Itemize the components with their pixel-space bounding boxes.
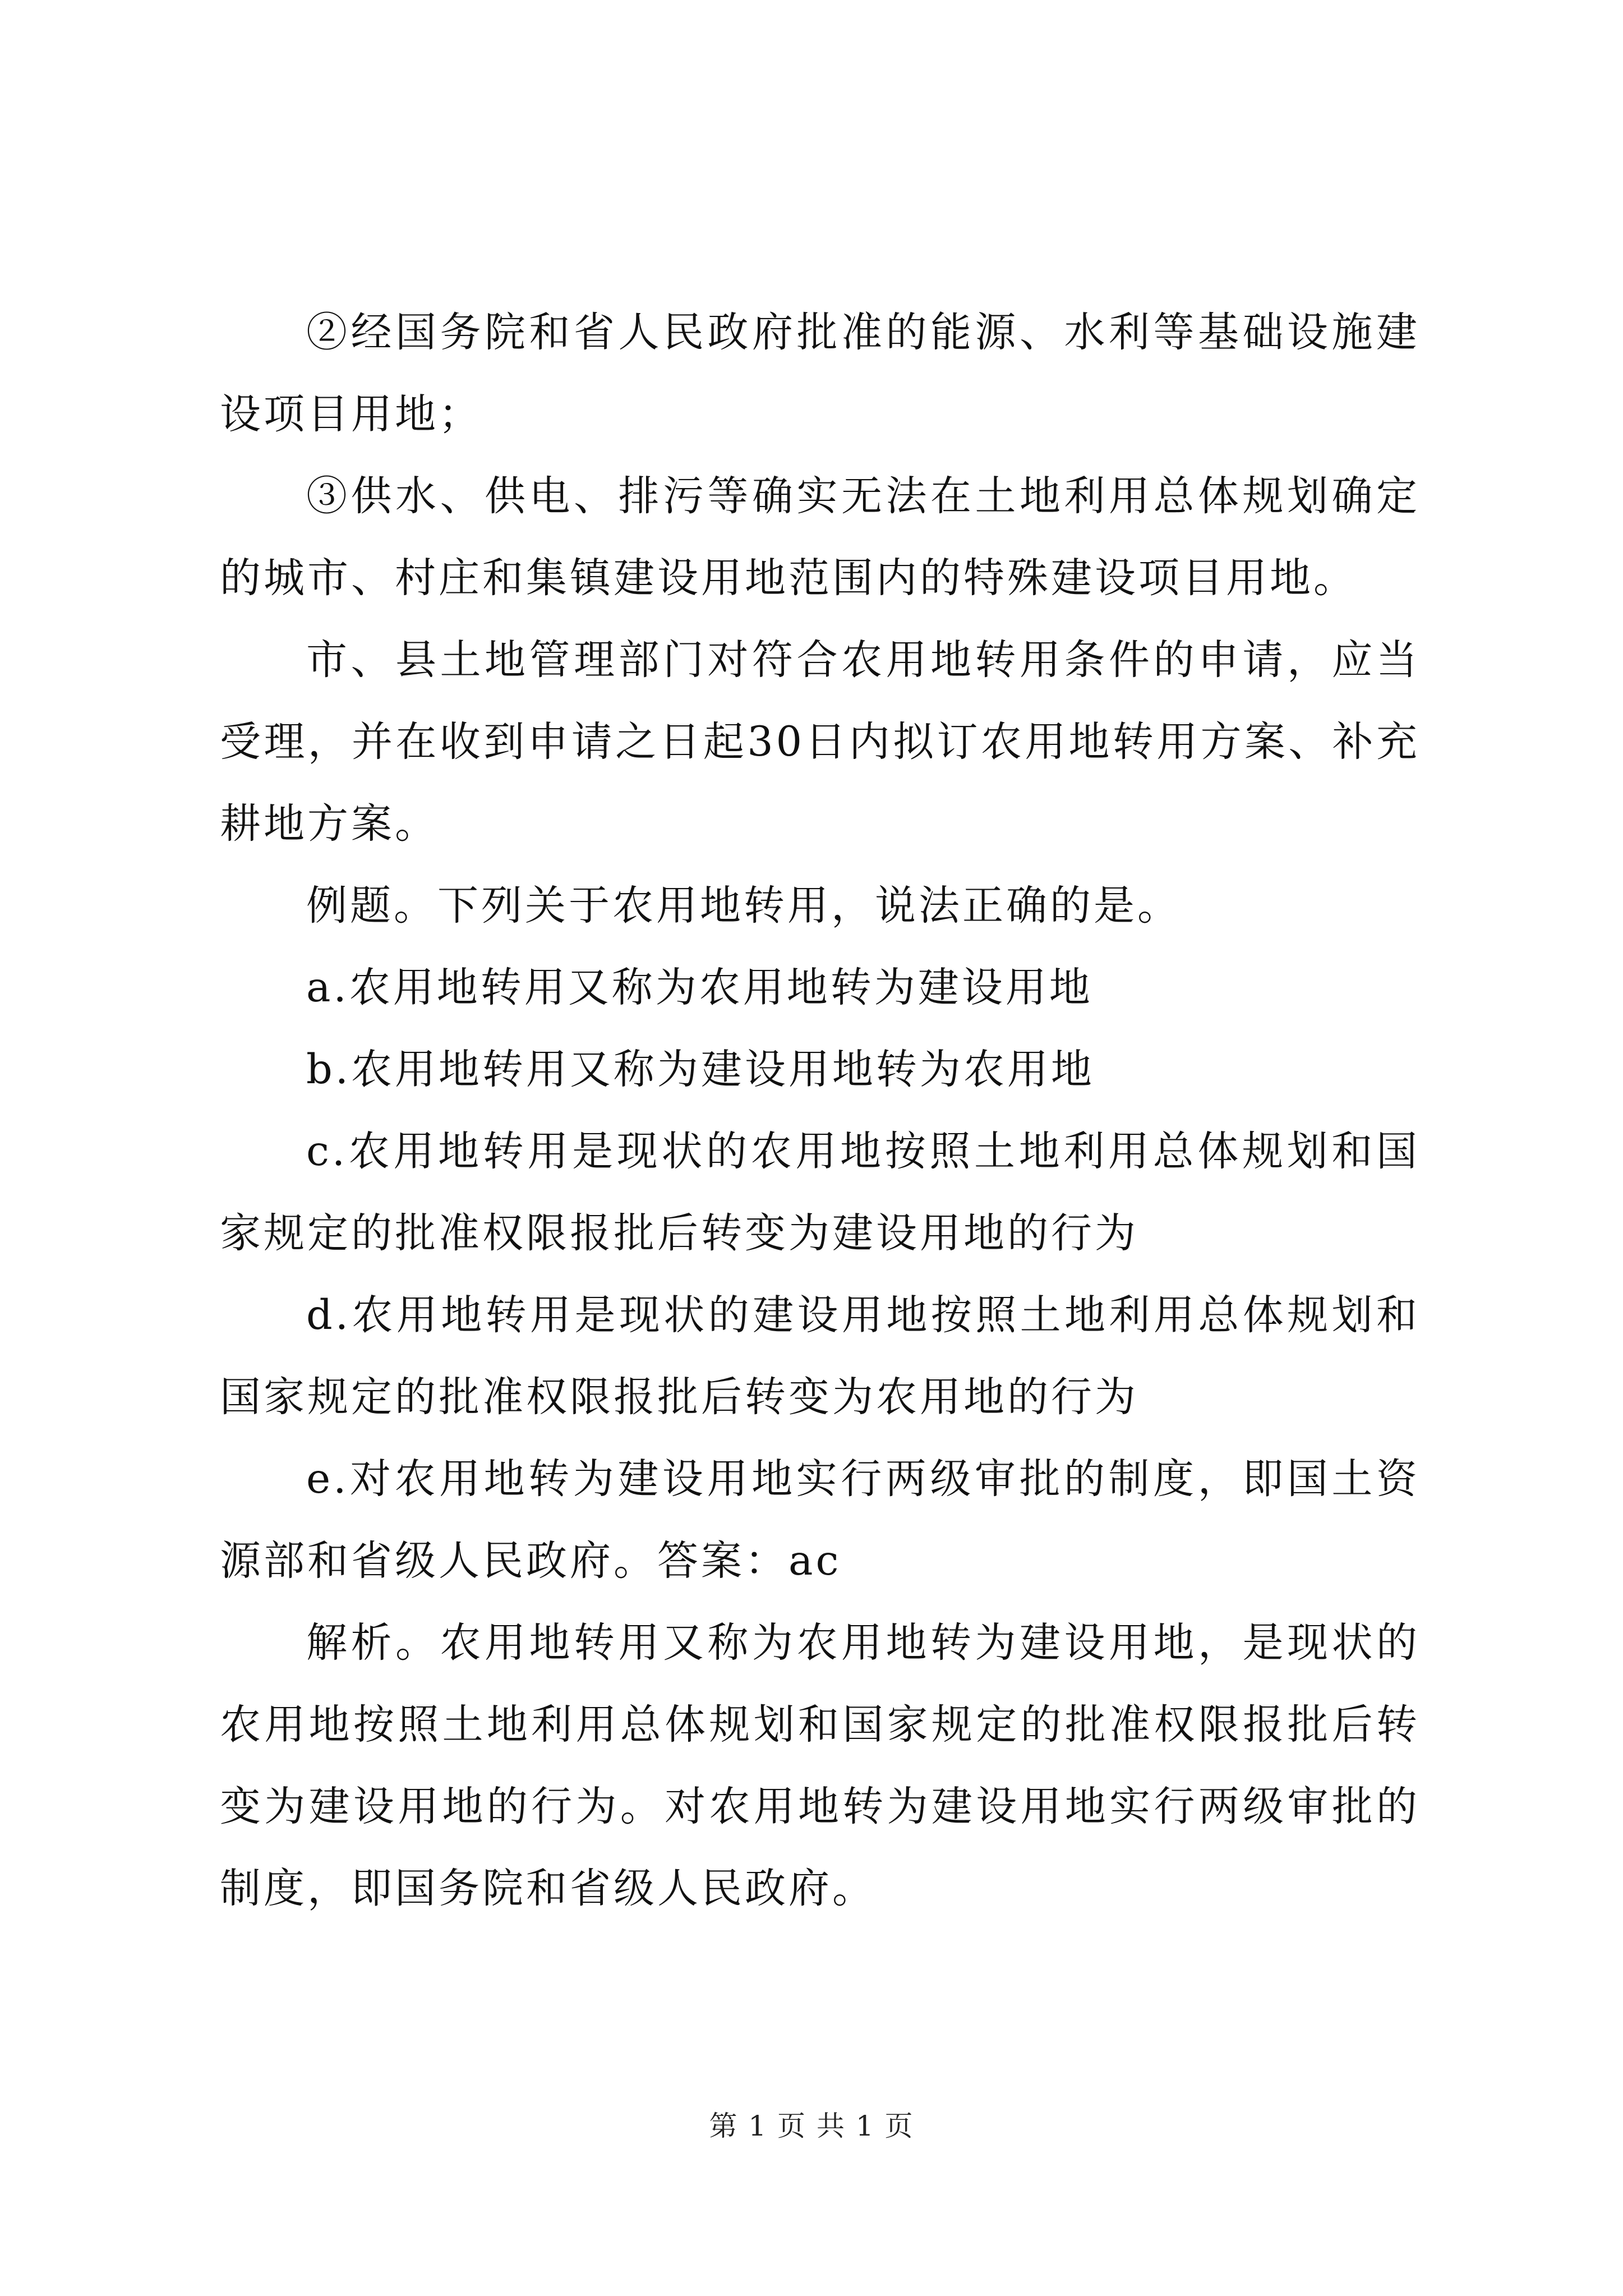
example-question: 例题。下列关于农用地转用，说法正确的是。 (306, 882, 1181, 930)
paragraph-application: 市、县土地管理部门对符合农用地转用条件的申请，应当受理，并在收到申请之日起30日内拟订农用地转用方案、补充耕地方案。 (220, 636, 1420, 848)
option-c: c.农用地转用是现状的农用地按照土地利用总体规划和国家规定的批准权限报批后转变为建设用地的行为 (220, 1128, 1420, 1257)
option-b: b.农用地转用又称为建设用地转为农用地 (306, 1046, 1095, 1093)
option-e-and-answer: e.对农用地转为建设用地实行两级审批的制度，即国土资源部和省级人民政府。答案：ac (220, 1455, 1420, 1585)
page-footer: 第 1 页 共 1 页 (709, 2110, 914, 2142)
paragraph-item-3: ③供水、供电、排污等确实无法在土地利用总体规划确定的城市、村庄和集镇建设用地范围内的特殊建设项目用地。 (220, 472, 1420, 602)
option-d: d.农用地转用是现状的建设用地按照土地利用总体规划和国家规定的批准权限报批后转变为农用地的行为 (220, 1291, 1420, 1421)
option-a: a.农用地转用又称为农用地转为建设用地 (306, 964, 1093, 1011)
paragraph-item-2: ②经国务院和省人民政府批准的能源、水利等基础设施建设项目用地； (220, 309, 1420, 438)
document-body (220, 292, 1420, 1930)
analysis-paragraph: 解析。农用地转用又称为农用地转为建设用地，是现状的农用地按照土地利用总体规划和国家规定的批准权限报批后转变为建设用地的行为。对农用地转为建设用地实行两级审批的制度，即国务院和省级人民政府。 (220, 1619, 1420, 1912)
